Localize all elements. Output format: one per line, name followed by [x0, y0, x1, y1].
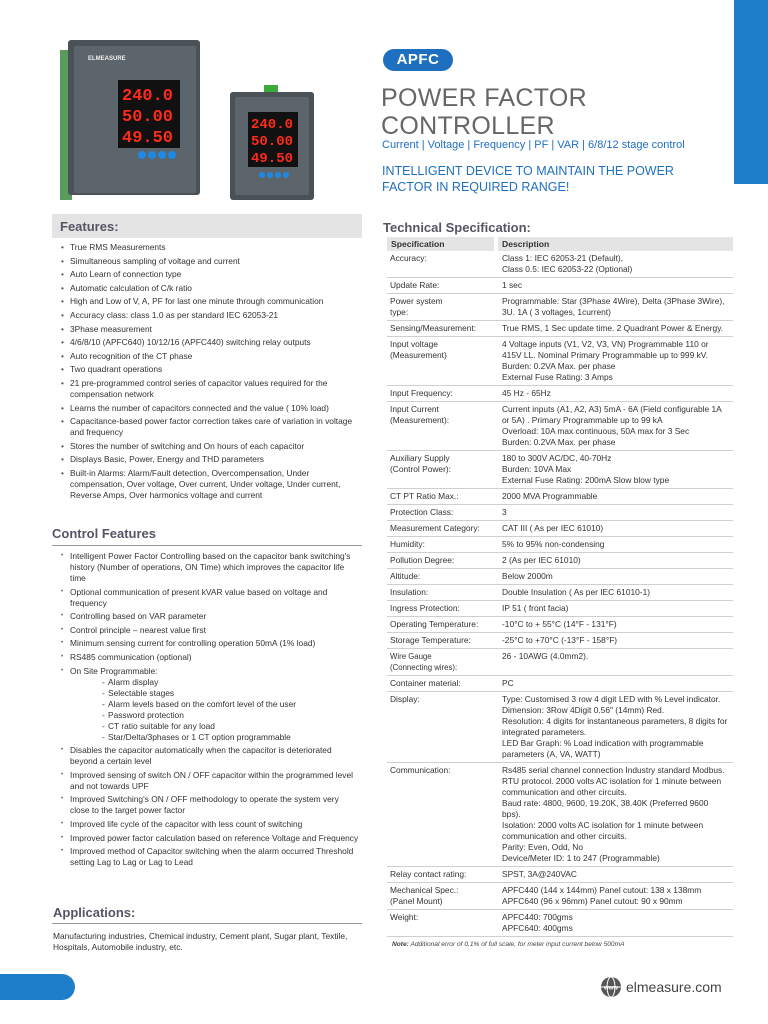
display-value-2: 50.00	[122, 108, 174, 127]
spec-row	[387, 569, 733, 585]
svg-text:50.00: 50.00	[251, 134, 294, 150]
control-feature-item: • Improved life cycle of the capacitor with less count of switching	[60, 819, 360, 830]
feature-item: • High and Low of V, A, PF for last one minute through communication	[60, 296, 360, 307]
control-feature-programmable	[60, 666, 360, 743]
spec-key: Pollution Degree:	[390, 555, 455, 565]
spec-key: Storage Temperature:	[390, 635, 471, 645]
spec-key: Display:	[390, 694, 420, 704]
spec-key: Wire Gauge (Connecting wires):	[390, 652, 458, 672]
spec-row	[387, 386, 733, 402]
logo-www: www	[603, 985, 619, 992]
spec-row	[387, 553, 733, 569]
spec-row	[387, 489, 733, 505]
spec-value: -25°C to +70°C (-13°F - 158°F)	[502, 635, 618, 645]
spec-row	[387, 402, 733, 451]
spec-value: CAT III ( As per IEC 61010)	[502, 523, 604, 533]
title-line-2: CONTROLLER	[381, 112, 555, 140]
spec-value: Current inputs (A1, A2, A3) 5mA - 6A (Field configurable 1A or 5A) . Primary Programmable up to 99 kA Overload: 10A max continuous, 50A max for 3 Sec Burden: 0.2VA Max. per phase	[502, 404, 722, 447]
svg-text:240.0: 240.0	[251, 117, 294, 133]
spec-value: 45 Hz - 65Hz	[502, 388, 551, 398]
features-heading: Features:	[52, 214, 362, 238]
spec-key: Sensing/Measurement:	[390, 323, 477, 333]
spec-key: Mechanical Spec.: (Panel Mount)	[390, 885, 459, 906]
tech-spec-rows	[387, 251, 733, 937]
product-image	[50, 30, 345, 205]
footnote	[392, 941, 625, 948]
spec-row	[387, 867, 733, 883]
footer-accent-pill	[0, 974, 75, 1000]
control-features-heading: Control Features	[52, 526, 157, 541]
spec-row	[387, 521, 733, 537]
feature-item: • Auto recognition of the CT phase	[60, 351, 360, 362]
spec-value: 2000 MVA Programmable	[502, 491, 598, 501]
applications-text: Manufacturing industries, Chemical industry, Cement plant, Sugar plant, Textile, Hospitals, Automobile industry, etc.	[53, 931, 348, 952]
tagline: INTELLIGENT DEVICE TO MAINTAIN THE POWER FACTOR IN REQUIRED RANGE!	[382, 164, 674, 194]
spec-key: Insulation:	[390, 587, 429, 597]
spec-key: Relay contact rating:	[390, 869, 467, 879]
footnote-label: Note:	[392, 941, 409, 948]
spec-key: Weight:	[390, 912, 419, 922]
spec-key: Protection Class:	[390, 507, 454, 517]
spec-row	[387, 649, 733, 676]
tech-spec-header-row	[387, 237, 733, 251]
spec-row	[387, 676, 733, 692]
page-title	[381, 84, 587, 140]
feature-item: • Accuracy class: class 1.0 as per standard IEC 62053-21	[60, 310, 360, 321]
product-brand-large: ELMEASURE	[88, 56, 126, 62]
spec-value: Rs485 serial channel connection Industry standard Modbus. RTU protocol. 2000 volts AC isolation for 1 minute between communication and other circuits. Baud rate: 4800, 9600, 19.20K, 38.40K (Preferred 9600 bps). Isolation: 2000 volts AC isolation for 1 minute between communication and other circuits. Parity: Even, Odd, No Device/Meter ID: 1 to 247 (Programmable)	[502, 765, 725, 863]
control-feature-item: • RS485 communication (optional)	[60, 652, 360, 663]
tech-spec-table	[387, 237, 733, 937]
feature-item: • 3Phase measurement	[60, 324, 360, 335]
spec-value: 1 sec	[502, 280, 523, 290]
page-subtitle: Current | Voltage | Frequency | PF | VAR | 6/8/12 stage control	[382, 139, 685, 151]
spec-value: SPST, 3A@240VAC	[502, 869, 577, 879]
spec-value: 4 Voltage inputs (V1, V2, V3, VN) Programmable 110 or 415V LL. Nominal Primary Programmable up to 999 kV. Burden: 0.2VA Max. per phase External Fuse Rating: 3 Amps	[502, 339, 709, 382]
spec-row	[387, 537, 733, 553]
spec-key: Input Frequency:	[390, 388, 453, 398]
col-desc-header: Description	[498, 237, 733, 251]
col-spec-header: Specification	[387, 237, 494, 251]
spec-value: Programmable: Star (3Phase 4Wire), Delta (3Phase 3Wire), 3U. 1A ( 3 voltages, 1current)	[502, 296, 725, 317]
spec-value: 180 to 300V AC/DC, 40-70Hz Burden: 10VA Max External Fuse Rating: 200mA Slow blow type	[502, 453, 670, 485]
title-line-1: POWER FACTOR	[381, 84, 587, 112]
spec-value: APFC440 (144 x 144mm) Panel cutout: 138 x 138mm APFC640 (96 x 96mm) Panel cutout: 90 x 90mm	[502, 885, 702, 906]
spec-value: Class 1: IEC 62053-21 (Default), Class 0.5: IEC 62053-22 (Optional)	[502, 253, 633, 274]
top-right-accent-bar	[734, 0, 768, 184]
spec-key: Humidity:	[390, 539, 425, 549]
features-list	[60, 242, 360, 504]
spec-row	[387, 321, 733, 337]
spec-row	[387, 451, 733, 489]
spec-row	[387, 251, 733, 278]
applications-heading: Applications:	[53, 905, 136, 920]
spec-key: Measurement Category:	[390, 523, 480, 533]
feature-item: • Capacitance-based power factor correction takes care of variation in voltage and frequency	[60, 416, 360, 438]
spec-key: CT PT Ratio Max.:	[390, 491, 459, 501]
footnote-text: Additional error of 0.1% of full scale, for meter input current below 500mA	[410, 941, 625, 948]
spec-row	[387, 294, 733, 321]
spec-key: Input Current (Measurement):	[390, 404, 450, 425]
spec-key: Power system type:	[390, 296, 443, 317]
spec-row	[387, 585, 733, 601]
spec-value: 3	[502, 507, 507, 517]
spec-value: Double Insulation ( As per IEC 61010-1)	[502, 587, 651, 597]
feature-item: • True RMS Measurements	[60, 242, 360, 253]
spec-key: Update Rate:	[390, 280, 440, 290]
svg-text:49.50: 49.50	[251, 151, 294, 167]
programmable-label: On Site Programmable:	[70, 665, 158, 676]
control-feature-item: • Controlling based on VAR parameter	[60, 611, 360, 622]
programmable-subitem: - Alarm levels based on the comfort level of the user	[102, 699, 360, 710]
spec-key: Communication:	[390, 765, 451, 775]
spec-key: Accuracy:	[390, 253, 427, 263]
spec-row	[387, 278, 733, 294]
feature-item: • 4/6/8/10 (APFC640) 10/12/16 (APFC440) switching relay outputs	[60, 337, 360, 348]
spec-value: 5% to 95% non-condensing	[502, 539, 605, 549]
programmable-sublist	[70, 677, 360, 743]
applications-divider	[52, 923, 362, 924]
company-url[interactable]: elmeasure.com	[626, 979, 722, 995]
spec-key: Auxiliary Supply (Control Power):	[390, 453, 451, 474]
feature-item: • Displays Basic, Power, Energy and THD parameters	[60, 454, 360, 465]
display-value-1: 240.0	[122, 87, 174, 106]
control-feature-item: • Improved power factor calculation based on reference Voltage and Frequency	[60, 833, 360, 844]
spec-key: Operating Temperature:	[390, 619, 479, 629]
spec-key: Container material:	[390, 678, 461, 688]
company-logo[interactable]	[600, 976, 722, 998]
spec-value: APFC440: 700gms APFC640: 400gms	[502, 912, 573, 933]
programmable-subitem: - Selectable stages	[102, 688, 360, 699]
programmable-subitem: - Password protection	[102, 710, 360, 721]
control-feature-item: • Minimum sensing current for controlling operation 50mA (1% load)	[60, 638, 360, 649]
control-feature-item: • Disables the capacitor automatically when the capacitor is deteriorated beyond a certain level	[60, 745, 360, 767]
control-features-divider	[52, 545, 362, 546]
feature-item: • Stores the number of switching and On hours of each capacitor	[60, 441, 360, 452]
spec-row	[387, 337, 733, 386]
spec-value: -10°C to + 55°C (14°F - 131°F)	[502, 619, 617, 629]
feature-item: • Learns the number of capacitors connected and the value ( 10% load)	[60, 403, 360, 414]
programmable-subitem: - CT ratio suitable for any load	[102, 721, 360, 732]
spec-value: True RMS, 1 Sec update time. 2 Quadrant Power & Energy.	[502, 323, 724, 333]
control-feature-item: • Control principle – nearest value first	[60, 625, 360, 636]
spec-row	[387, 617, 733, 633]
spec-row	[387, 910, 733, 937]
programmable-subitem: - Alarm display	[102, 677, 360, 688]
spec-value: PC	[502, 678, 514, 688]
control-feature-item: • Improved method of Capacitor switching when the alarm occurred Threshold setting Lag to Lag or Lag to Lead	[60, 846, 360, 868]
feature-item: • Built-in Alarms: Alarm/Fault detection, Overcompensation, Under compensation, Over voltage, Over current, Under voltage, Under current, Reverse Amps, Over harmonics voltage and current	[60, 468, 360, 501]
feature-item: • 21 pre-programmed control series of capacitor values required for the compensation network	[60, 378, 360, 400]
spec-row	[387, 505, 733, 521]
spec-value: 26 - 10AWG (4.0mm2).	[502, 651, 589, 661]
feature-item: • Two quadrant operations	[60, 364, 360, 375]
display-value-3: 49.50	[122, 129, 174, 148]
control-feature-item: • Improved sensing of switch ON / OFF capacitor within the programmed level and not towards UPF	[60, 770, 360, 792]
spec-row	[387, 763, 733, 867]
spec-value: Below 2000m	[502, 571, 553, 581]
spec-row	[387, 601, 733, 617]
spec-row	[387, 692, 733, 763]
spec-value: Type: Customised 3 row 4 digit LED with % Level indicator. Dimension: 3Row 4Digit 0.56" (14mm) Red. Resolution: 4 digits for instantaneous parameters, 8 digits for integrated parameters. LED Bar Graph: % Load indication with programmable parameters (A, VA, WATT)	[502, 694, 728, 759]
control-features-list	[60, 551, 360, 871]
spec-row	[387, 883, 733, 910]
tech-spec-heading: Technical Specification:	[383, 220, 531, 235]
spec-value: 2 (As per IEC 61010)	[502, 555, 581, 565]
product-badge: APFC	[383, 49, 453, 71]
feature-item: • Auto Learn of connection type	[60, 269, 360, 280]
spec-key: Ingress Protection:	[390, 603, 460, 613]
feature-item: • Simultaneous sampling of voltage and current	[60, 256, 360, 267]
control-feature-item: • Intelligent Power Factor Controlling based on the capacitor bank switching's history (Number of operations, ON Time) which improves the capacitor life time	[60, 551, 360, 584]
spec-key: Input voltage (Measurement)	[390, 339, 447, 360]
feature-item: • Automatic calculation of C/k ratio	[60, 283, 360, 294]
control-feature-item: • Improved Switching's ON / OFF methodology to operate the system very close to the target power factor	[60, 794, 360, 816]
spec-key: Altitude:	[390, 571, 421, 581]
programmable-subitem: - Star/Delta/3phases or 1 CT option programmable	[102, 732, 360, 743]
globe-icon	[600, 976, 622, 998]
spec-value: IP 51 ( front facia)	[502, 603, 569, 613]
spec-row	[387, 633, 733, 649]
control-feature-item: • Optional communication of present kVAR value based on voltage and frequency	[60, 587, 360, 609]
